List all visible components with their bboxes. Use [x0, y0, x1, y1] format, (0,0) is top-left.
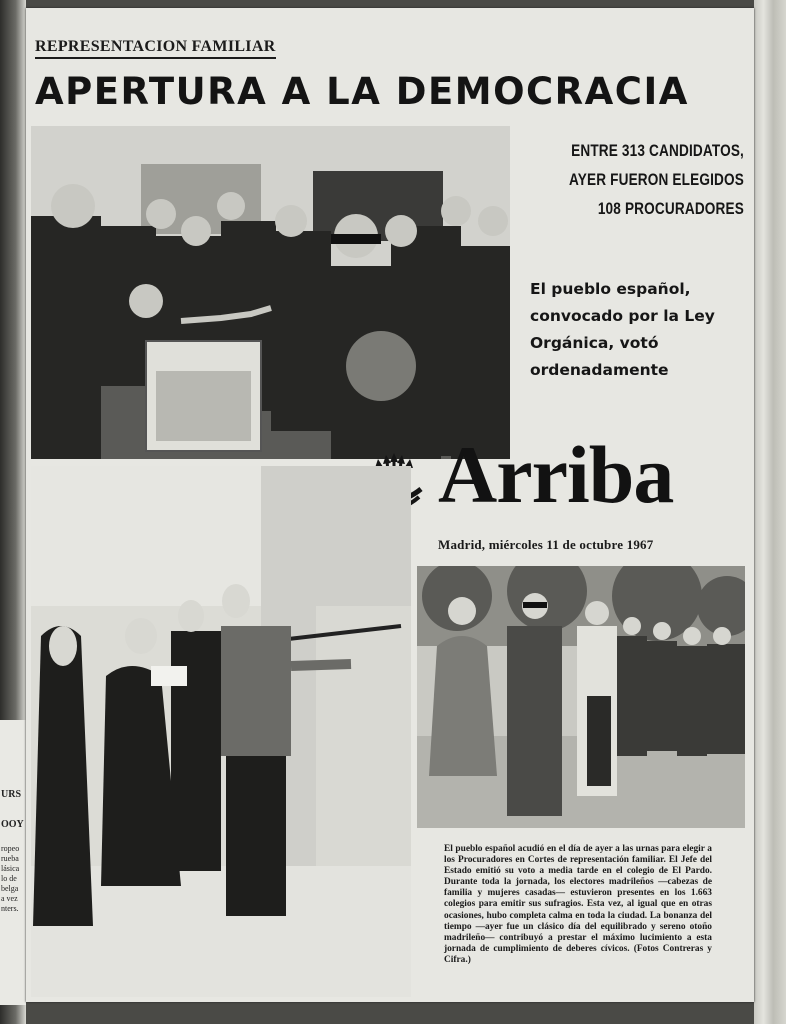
- masthead-title: Arriba: [438, 429, 674, 520]
- page-headline: APERTURA A LA DEMOCRACIA: [35, 70, 689, 113]
- deck-line: ordenadamente: [530, 361, 669, 379]
- adjacent-fragment-text: lásica: [1, 864, 20, 873]
- deck-block: [530, 276, 730, 384]
- deck-line: convocado por la Ley: [530, 307, 715, 325]
- adjacent-fragment-text: a vez: [1, 894, 18, 903]
- adjacent-fragment-text: rueba: [1, 854, 19, 863]
- masthead-dateline: Madrid, miércoles 11 de octubre 1967: [438, 537, 654, 552]
- magazine-page: [26, 8, 754, 1002]
- photo-ballot-box-officials: [31, 126, 510, 459]
- photo-crowd-outdoors-image: [417, 566, 745, 828]
- adjacent-fragment-heading-2: OOY: [1, 820, 24, 830]
- summary-block: [524, 136, 744, 223]
- photo-caption: El pueblo español acudió en el día de ayer a las urnas para elegir a los Procuradores en Cortes de representación familiar. El Jefe del Estado emitió su voto a media tarde en el colegio de El Pardo. Durante toda la jornada, los electores madrileños —cabezas de familia y mujeres casadas— estuvieron presentes en los 1.663 colegios para emitir sus sufragios. Esta vez, al igual que en otras ocasiones, hubo completa calma en toda la ciudad. La bonanza del tiempo —ayer fue un clásico día del equilibrado y sereno otoño madrileño— contribuyó a prestar el máximo lucimiento a esta jornada de cumplimiento de deberes cívicos. (Fotos Contreras y Cifra.): [444, 844, 712, 965]
- summary-line: 108 PROCURADORES: [597, 199, 744, 218]
- deck-line: Orgánica, votó: [530, 334, 659, 352]
- adjacent-fragment-heading: URS: [1, 790, 22, 800]
- adjacent-fragment-text: lo de: [1, 874, 17, 883]
- book-page-edges: [754, 0, 786, 1024]
- photo-voters-queue: [31, 466, 411, 997]
- deck-line: El pueblo español,: [530, 280, 691, 298]
- photo-crowd-outdoors: [417, 566, 745, 828]
- adjacent-page-edge: [0, 0, 26, 1024]
- adjacent-fragment-text: nters.: [1, 904, 19, 913]
- summary-line: AYER FUERON ELEGIDOS: [569, 170, 744, 189]
- adjacent-fragment-text: belga: [1, 884, 19, 893]
- photo-voters-queue-image: [31, 466, 411, 997]
- adjacent-fragment-text: ropeo: [1, 844, 20, 853]
- photo-ballot-box-officials-image: [31, 126, 510, 459]
- section-label: REPRESENTACION FAMILIAR: [35, 38, 276, 59]
- summary-line: ENTRE 313 CANDIDATOS,: [571, 141, 744, 160]
- adjacent-page-fragment: [0, 720, 26, 1005]
